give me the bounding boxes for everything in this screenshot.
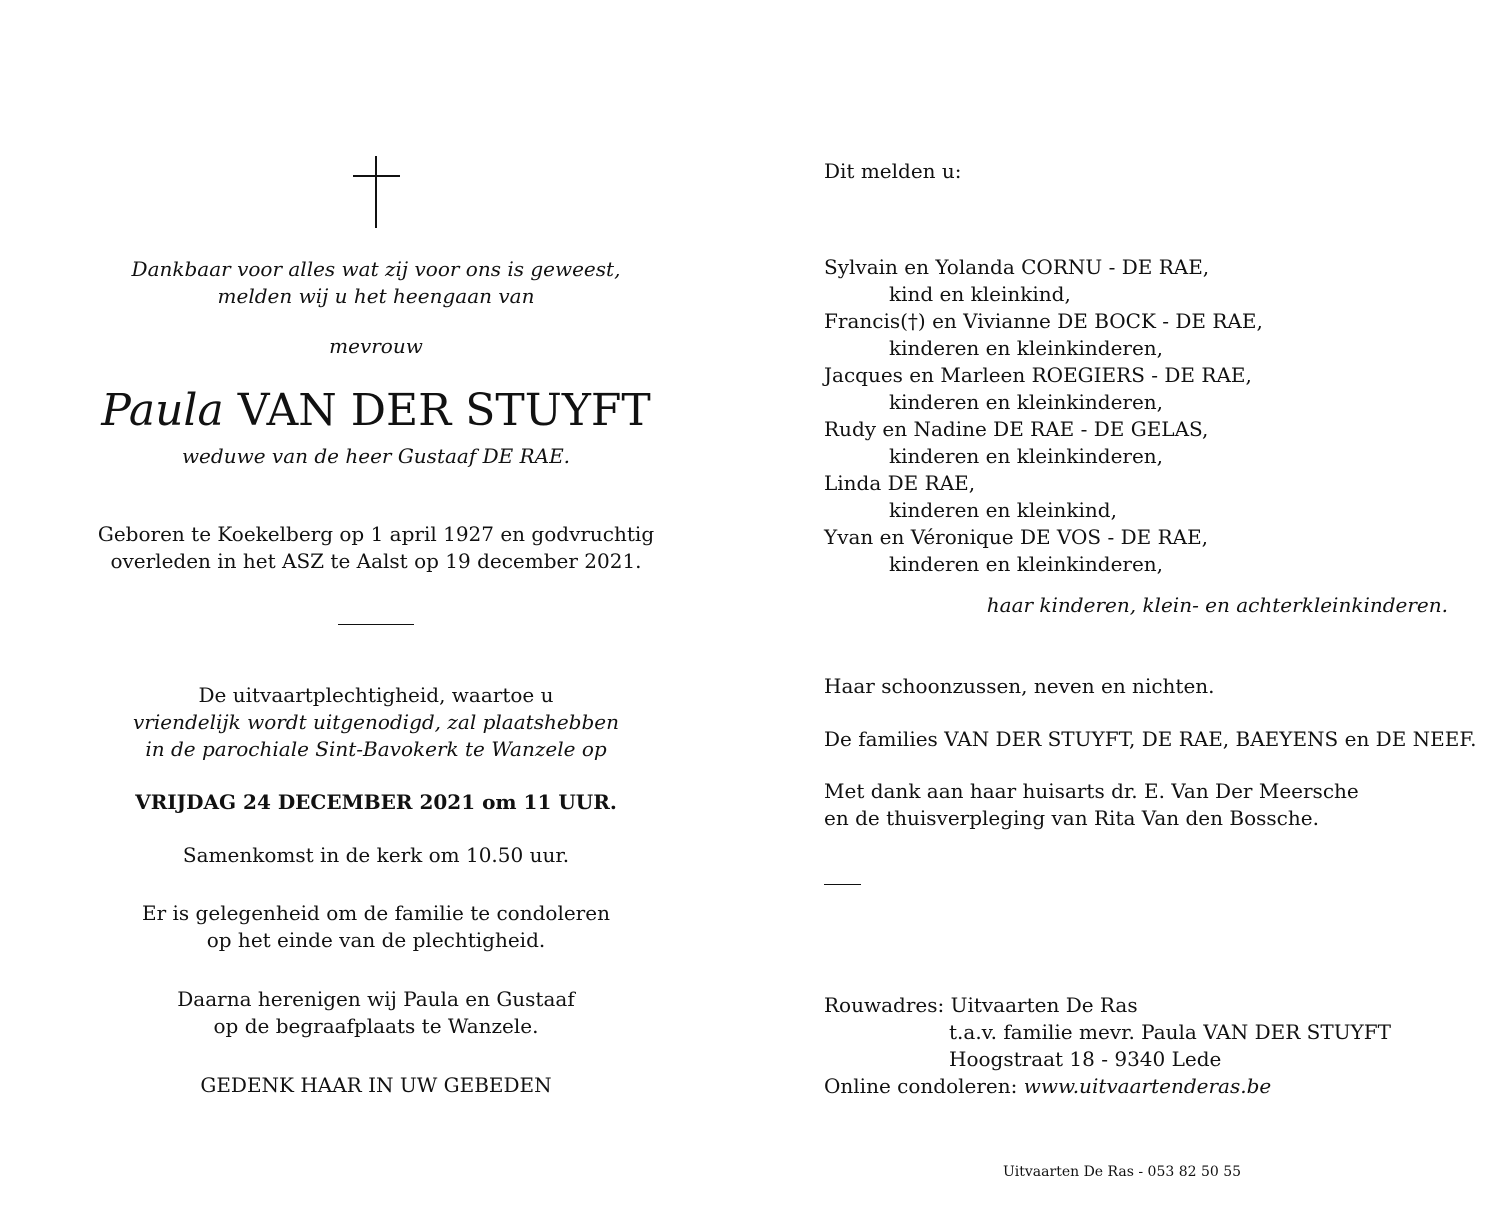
- ceremony-line-3: in de parochiale Sint-Bavokerk te Wanzele op: [145, 737, 607, 761]
- salutation: mevrouw: [329, 334, 423, 358]
- address-line-2: Hoogstraat 18 - 9340 Lede: [949, 1047, 1222, 1071]
- family-relation: kinderen en kleinkinderen,: [889, 552, 1164, 576]
- left-column: [90, 0, 662, 1207]
- relatives-line: Haar schoonzussen, neven en nichten.: [824, 674, 1215, 698]
- online-condolence: [824, 1073, 1271, 1100]
- online-label: Online condoleren:: [824, 1074, 1024, 1098]
- address-line-1: t.a.v. familie mevr. Paula VAN DER STUYFT: [949, 1020, 1391, 1044]
- burial-line-2: op de begraafplaats te Wanzele.: [213, 1014, 539, 1038]
- deceased-first-name: Paula: [101, 385, 224, 436]
- right-column: [824, 0, 1484, 1207]
- address-label: Rouwadres: Uitvaarten De Ras: [824, 993, 1138, 1017]
- family-relation: kinderen en kleinkinderen,: [889, 444, 1164, 468]
- thanks-line-2: en de thuisverpleging van Rita Van den Bossche.: [824, 806, 1319, 830]
- birth-line-2: overleden in het ASZ te Aalst op 19 december 2021.: [110, 549, 642, 573]
- family-names: Linda DE RAE,: [824, 471, 976, 495]
- families-line: De families VAN DER STUYFT, DE RAE, BAEYENS en DE NEEF.: [824, 727, 1477, 751]
- family-names: Jacques en Marleen ROEGIERS - DE RAE,: [824, 363, 1252, 387]
- burial-line-1: Daarna herenigen wij Paula en Gustaaf: [177, 987, 575, 1011]
- family-relation: kinderen en kleinkind,: [889, 498, 1117, 522]
- ceremony-line-2: vriendelijk wordt uitgenodigd, zal plaatshebben: [133, 710, 619, 734]
- deceased-name: [90, 385, 662, 437]
- ceremony-line-1: De uitvaartplechtigheid, waartoe u: [198, 683, 554, 707]
- family-relation: kinderen en kleinkinderen,: [889, 390, 1164, 414]
- short-separator: [824, 884, 861, 885]
- announce-heading: Dit melden u:: [824, 159, 962, 183]
- gathering-time: Samenkomst in de kerk om 10.50 uur.: [182, 843, 570, 867]
- intro-line-1: Dankbaar voor alles wat zij voor ons is geweest,: [131, 257, 621, 281]
- family-names: Yvan en Véronique DE VOS - DE RAE,: [824, 525, 1209, 549]
- family-names: Rudy en Nadine DE RAE - DE GELAS,: [824, 417, 1209, 441]
- condolence-line-2: op het einde van de plechtigheid.: [206, 928, 546, 952]
- deceased-last-name: VAN DER STUYFT: [237, 385, 651, 436]
- family-relation: kinderen en kleinkinderen,: [889, 336, 1164, 360]
- family-names: Sylvain en Yolanda CORNU - DE RAE,: [824, 255, 1210, 279]
- family-relation: kind en kleinkind,: [889, 282, 1071, 306]
- closing-prayer: GEDENK HAAR IN UW GEBEDEN: [200, 1073, 552, 1097]
- online-url-link[interactable]: www.uitvaartenderas.be: [1023, 1074, 1272, 1098]
- thanks-line-1: Met dank aan haar huisarts dr. E. Van Der Meersche: [824, 779, 1359, 803]
- footer-contact: Uitvaarten De Ras - 053 82 50 55: [1003, 1164, 1242, 1180]
- separator-line: [338, 624, 414, 625]
- birth-line-1: Geboren te Koekelberg op 1 april 1927 en godvruchtig: [97, 522, 655, 546]
- ceremony-date: VRIJDAG 24 DECEMBER 2021 om 11 UUR.: [135, 790, 617, 814]
- widow-line: weduwe van de heer Gustaaf DE RAE.: [181, 444, 571, 468]
- family-summary: haar kinderen, klein- en achterkleinkinderen.: [986, 593, 1448, 617]
- family-names: Francis(†) en Vivianne DE BOCK - DE RAE,: [824, 309, 1263, 333]
- condolence-line-1: Er is gelegenheid om de familie te condoleren: [142, 901, 610, 925]
- intro-line-2: melden wij u het heengaan van: [217, 284, 535, 308]
